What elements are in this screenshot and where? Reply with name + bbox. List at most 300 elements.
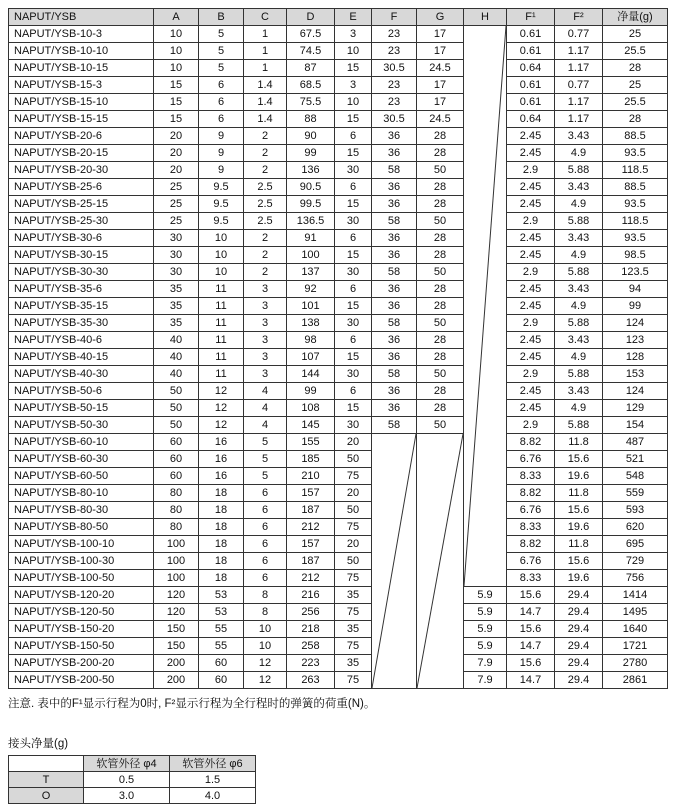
- value-cell: 0.61: [507, 43, 555, 60]
- model-name-cell: NAPUT/YSB-100-30: [9, 553, 154, 570]
- value-cell: 559: [603, 485, 668, 502]
- model-name-cell: NAPUT/YSB-35-30: [9, 315, 154, 332]
- model-name-cell: NAPUT/YSB-30-6: [9, 230, 154, 247]
- value-cell: 9: [199, 162, 244, 179]
- value-cell: 3: [335, 26, 372, 43]
- value-cell: 20: [335, 485, 372, 502]
- spec-table: [8, 8, 668, 689]
- value-cell: 28: [417, 400, 464, 417]
- value-cell: 50: [335, 502, 372, 519]
- value-cell: 9.5: [199, 179, 244, 196]
- value-cell: 99: [603, 298, 668, 315]
- joint-corner-cell: [9, 756, 84, 772]
- value-cell: 2: [244, 230, 287, 247]
- table-row: [9, 451, 668, 468]
- value-cell: 2.9: [507, 417, 555, 434]
- value-cell: 2.45: [507, 281, 555, 298]
- value-cell: 30.5: [372, 111, 417, 128]
- value-cell: 60: [154, 451, 199, 468]
- value-cell: 18: [199, 502, 244, 519]
- value-cell: 94: [603, 281, 668, 298]
- value-cell: 28: [417, 281, 464, 298]
- model-name-cell: NAPUT/YSB-20-30: [9, 162, 154, 179]
- value-cell: 3: [244, 281, 287, 298]
- value-cell: 2.45: [507, 383, 555, 400]
- value-cell: 1: [244, 60, 287, 77]
- value-cell: 11: [199, 315, 244, 332]
- value-cell: 10: [154, 26, 199, 43]
- value-cell: 80: [154, 485, 199, 502]
- value-cell: 20: [154, 145, 199, 162]
- value-cell: 75.5: [287, 94, 335, 111]
- joint-table-title: 接头净量(g): [8, 738, 69, 750]
- value-cell: 100: [287, 247, 335, 264]
- column-header-b: B: [199, 9, 244, 26]
- value-cell: 75: [335, 570, 372, 587]
- value-cell: 10: [335, 43, 372, 60]
- value-cell: 6: [335, 281, 372, 298]
- value-cell: 2.5: [244, 196, 287, 213]
- value-cell: 50: [154, 400, 199, 417]
- table-row: [9, 145, 668, 162]
- value-cell: 144: [287, 366, 335, 383]
- value-cell: 12: [244, 655, 287, 672]
- table-row: [9, 60, 668, 77]
- value-cell: 11.8: [555, 536, 603, 553]
- value-cell: 28: [417, 145, 464, 162]
- value-cell: 90: [287, 128, 335, 145]
- value-cell: 29.4: [555, 655, 603, 672]
- note-text: 注意. 表中的F¹显示行程为0时, F²显示行程为全行程时的弹簧的荷重(N)。: [8, 698, 376, 710]
- value-cell: 4.9: [555, 298, 603, 315]
- value-cell: 3.43: [555, 383, 603, 400]
- value-cell: 15: [154, 111, 199, 128]
- value-cell: 10: [335, 94, 372, 111]
- table-row: [9, 655, 668, 672]
- joint-value-cell: 0.5: [84, 772, 170, 788]
- value-cell: 25: [154, 213, 199, 230]
- value-cell: 154: [603, 417, 668, 434]
- diagonal-slash-icon: [372, 434, 416, 688]
- value-cell: 28: [603, 60, 668, 77]
- value-cell: 12: [199, 417, 244, 434]
- value-cell: 2.45: [507, 349, 555, 366]
- value-cell: 11: [199, 366, 244, 383]
- diagonal-slash-icon: [464, 26, 506, 586]
- value-cell: 263: [287, 672, 335, 689]
- value-cell: 15.6: [555, 553, 603, 570]
- model-name-cell: NAPUT/YSB-80-10: [9, 485, 154, 502]
- value-cell: 36: [372, 196, 417, 213]
- value-cell: 14.7: [507, 638, 555, 655]
- model-name-cell: NAPUT/YSB-35-6: [9, 281, 154, 298]
- value-cell: 28: [417, 196, 464, 213]
- value-cell: 98: [287, 332, 335, 349]
- value-cell: 8.82: [507, 536, 555, 553]
- column-header-e: E: [335, 9, 372, 26]
- value-cell: 53: [199, 604, 244, 621]
- value-cell: 118.5: [603, 213, 668, 230]
- value-cell: 0.64: [507, 111, 555, 128]
- value-cell: 128: [603, 349, 668, 366]
- table-row: [9, 111, 668, 128]
- value-cell: 10: [154, 43, 199, 60]
- value-cell: 40: [154, 349, 199, 366]
- value-cell: 6.76: [507, 553, 555, 570]
- value-cell: 55: [199, 638, 244, 655]
- value-cell: 5: [244, 468, 287, 485]
- value-cell: 107: [287, 349, 335, 366]
- value-cell: 2.45: [507, 230, 555, 247]
- value-cell: 80: [154, 502, 199, 519]
- value-cell: 35: [154, 281, 199, 298]
- value-cell: 15: [154, 94, 199, 111]
- model-name-cell: NAPUT/YSB-100-50: [9, 570, 154, 587]
- value-cell: 3.43: [555, 281, 603, 298]
- value-cell: 55: [199, 621, 244, 638]
- value-cell: 1.17: [555, 111, 603, 128]
- value-cell: 36: [372, 400, 417, 417]
- value-cell: 15: [335, 349, 372, 366]
- value-cell: 93.5: [603, 196, 668, 213]
- value-cell: 548: [603, 468, 668, 485]
- table-row: [9, 468, 668, 485]
- value-cell: 256: [287, 604, 335, 621]
- empty-region-cell: [417, 434, 464, 689]
- value-cell: 153: [603, 366, 668, 383]
- value-cell: 30: [335, 417, 372, 434]
- value-cell: 20: [154, 128, 199, 145]
- value-cell: 0.64: [507, 60, 555, 77]
- value-cell: 99: [287, 145, 335, 162]
- value-cell: 15.6: [555, 451, 603, 468]
- model-name-cell: NAPUT/YSB-40-30: [9, 366, 154, 383]
- value-cell: 212: [287, 519, 335, 536]
- table-row: [9, 553, 668, 570]
- value-cell: 2.45: [507, 179, 555, 196]
- value-cell: 15: [335, 400, 372, 417]
- value-cell: 129: [603, 400, 668, 417]
- column-header-weight: 净量(g): [603, 9, 668, 26]
- value-cell: 6: [199, 111, 244, 128]
- joint-row-label: T: [9, 772, 84, 788]
- model-name-cell: NAPUT/YSB-120-20: [9, 587, 154, 604]
- table-row: [9, 298, 668, 315]
- value-cell: 3.43: [555, 128, 603, 145]
- value-cell: 1: [244, 26, 287, 43]
- value-cell: 620: [603, 519, 668, 536]
- value-cell: 36: [372, 145, 417, 162]
- value-cell: 3.43: [555, 332, 603, 349]
- table-row: [9, 638, 668, 655]
- column-header-h: H: [464, 9, 507, 26]
- table-row: [9, 536, 668, 553]
- value-cell: 10: [199, 230, 244, 247]
- value-cell: 3: [244, 315, 287, 332]
- value-cell: 6.76: [507, 451, 555, 468]
- value-cell: 88: [287, 111, 335, 128]
- value-cell: 200: [154, 655, 199, 672]
- model-name-cell: NAPUT/YSB-100-10: [9, 536, 154, 553]
- value-cell: 50: [417, 417, 464, 434]
- value-cell: 210: [287, 468, 335, 485]
- value-cell: 5.88: [555, 315, 603, 332]
- model-name-cell: NAPUT/YSB-30-15: [9, 247, 154, 264]
- value-cell: 120: [154, 604, 199, 621]
- value-cell: 1.17: [555, 94, 603, 111]
- model-name-cell: NAPUT/YSB-25-15: [9, 196, 154, 213]
- value-cell: 1: [244, 43, 287, 60]
- value-cell: 3.43: [555, 179, 603, 196]
- table-row: [9, 94, 668, 111]
- value-cell: 14.7: [507, 672, 555, 689]
- column-header-f1: F¹: [507, 9, 555, 26]
- value-cell: 2.9: [507, 366, 555, 383]
- value-cell: 2.45: [507, 298, 555, 315]
- table-row: [9, 485, 668, 502]
- value-cell: 2780: [603, 655, 668, 672]
- value-cell: 756: [603, 570, 668, 587]
- value-cell: 2.9: [507, 315, 555, 332]
- value-cell: 4.9: [555, 145, 603, 162]
- value-cell: 36: [372, 298, 417, 315]
- column-header-f: F: [372, 9, 417, 26]
- value-cell: 5: [244, 451, 287, 468]
- value-cell: 10: [199, 247, 244, 264]
- value-cell: 5.9: [464, 638, 507, 655]
- value-cell: 5.88: [555, 264, 603, 281]
- model-name-cell: NAPUT/YSB-30-30: [9, 264, 154, 281]
- value-cell: 7.9: [464, 672, 507, 689]
- value-cell: 118.5: [603, 162, 668, 179]
- value-cell: 28: [417, 383, 464, 400]
- value-cell: 60: [199, 672, 244, 689]
- value-cell: 36: [372, 281, 417, 298]
- value-cell: 50: [417, 264, 464, 281]
- value-cell: 223: [287, 655, 335, 672]
- value-cell: 11: [199, 281, 244, 298]
- value-cell: 6: [335, 230, 372, 247]
- spec-table-header: [9, 9, 668, 26]
- value-cell: 75: [335, 638, 372, 655]
- value-cell: 2.45: [507, 145, 555, 162]
- value-cell: 74.5: [287, 43, 335, 60]
- joint-value-cell: 3.0: [84, 788, 170, 804]
- value-cell: 19.6: [555, 570, 603, 587]
- value-cell: 6: [199, 94, 244, 111]
- value-cell: 18: [199, 485, 244, 502]
- value-cell: 2.9: [507, 213, 555, 230]
- joint-table: [8, 755, 256, 804]
- value-cell: 29.4: [555, 621, 603, 638]
- value-cell: 36: [372, 349, 417, 366]
- value-cell: 0.61: [507, 26, 555, 43]
- value-cell: 8.33: [507, 519, 555, 536]
- value-cell: 12: [244, 672, 287, 689]
- value-cell: 4.9: [555, 247, 603, 264]
- value-cell: 1414: [603, 587, 668, 604]
- value-cell: 40: [154, 332, 199, 349]
- value-cell: 15.6: [555, 502, 603, 519]
- joint-row-t: [9, 772, 256, 788]
- value-cell: 20: [154, 162, 199, 179]
- model-name-cell: NAPUT/YSB-50-15: [9, 400, 154, 417]
- table-row: [9, 315, 668, 332]
- value-cell: 123.5: [603, 264, 668, 281]
- value-cell: 58: [372, 417, 417, 434]
- model-name-cell: NAPUT/YSB-150-20: [9, 621, 154, 638]
- value-cell: 35: [154, 315, 199, 332]
- value-cell: 136.5: [287, 213, 335, 230]
- value-cell: 2861: [603, 672, 668, 689]
- model-name-cell: NAPUT/YSB-80-50: [9, 519, 154, 536]
- empty-region-cell: [372, 434, 417, 689]
- value-cell: 3: [244, 332, 287, 349]
- table-row: [9, 26, 668, 43]
- value-cell: 5.88: [555, 162, 603, 179]
- value-cell: 28: [417, 179, 464, 196]
- value-cell: 36: [372, 179, 417, 196]
- value-cell: 30: [335, 315, 372, 332]
- value-cell: 68.5: [287, 77, 335, 94]
- value-cell: 28: [417, 349, 464, 366]
- value-cell: 15: [335, 298, 372, 315]
- value-cell: 157: [287, 536, 335, 553]
- value-cell: 5.88: [555, 213, 603, 230]
- value-cell: 4.9: [555, 196, 603, 213]
- table-row: [9, 43, 668, 60]
- value-cell: 91: [287, 230, 335, 247]
- value-cell: 5: [199, 60, 244, 77]
- value-cell: 2.45: [507, 332, 555, 349]
- value-cell: 157: [287, 485, 335, 502]
- value-cell: 17: [417, 43, 464, 60]
- value-cell: 11.8: [555, 485, 603, 502]
- table-row: [9, 604, 668, 621]
- value-cell: 1.4: [244, 77, 287, 94]
- value-cell: 92: [287, 281, 335, 298]
- table-row: [9, 213, 668, 230]
- model-name-cell: NAPUT/YSB-20-6: [9, 128, 154, 145]
- value-cell: 28: [417, 247, 464, 264]
- value-cell: 2.45: [507, 400, 555, 417]
- value-cell: 6: [244, 536, 287, 553]
- value-cell: 24.5: [417, 60, 464, 77]
- value-cell: 58: [372, 264, 417, 281]
- value-cell: 30: [154, 247, 199, 264]
- value-cell: 36: [372, 332, 417, 349]
- model-name-cell: NAPUT/YSB-15-15: [9, 111, 154, 128]
- value-cell: 120: [154, 587, 199, 604]
- value-cell: 14.7: [507, 604, 555, 621]
- value-cell: 1.17: [555, 60, 603, 77]
- value-cell: 15: [335, 196, 372, 213]
- value-cell: 15.6: [507, 655, 555, 672]
- value-cell: 36: [372, 247, 417, 264]
- joint-header-d4: 软管外径 φ4: [84, 756, 170, 772]
- model-name-cell: NAPUT/YSB-60-10: [9, 434, 154, 451]
- value-cell: 35: [335, 655, 372, 672]
- value-cell: 2.5: [244, 179, 287, 196]
- value-cell: 0.61: [507, 94, 555, 111]
- value-cell: 93.5: [603, 145, 668, 162]
- model-name-cell: NAPUT/YSB-60-30: [9, 451, 154, 468]
- value-cell: 25.5: [603, 94, 668, 111]
- model-name-cell: NAPUT/YSB-80-30: [9, 502, 154, 519]
- value-cell: 20: [335, 434, 372, 451]
- value-cell: 87: [287, 60, 335, 77]
- model-name-cell: NAPUT/YSB-10-10: [9, 43, 154, 60]
- value-cell: 30.5: [372, 60, 417, 77]
- table-row: [9, 434, 668, 451]
- model-name-cell: NAPUT/YSB-25-6: [9, 179, 154, 196]
- model-name-cell: NAPUT/YSB-15-10: [9, 94, 154, 111]
- value-cell: 123: [603, 332, 668, 349]
- model-name-cell: NAPUT/YSB-10-3: [9, 26, 154, 43]
- value-cell: 5.88: [555, 417, 603, 434]
- value-cell: 136: [287, 162, 335, 179]
- value-cell: 25: [154, 196, 199, 213]
- value-cell: 3: [335, 77, 372, 94]
- table-row: [9, 400, 668, 417]
- model-name-cell: NAPUT/YSB-50-6: [9, 383, 154, 400]
- table-row: [9, 196, 668, 213]
- value-cell: 124: [603, 315, 668, 332]
- value-cell: 75: [335, 468, 372, 485]
- value-cell: 4.9: [555, 349, 603, 366]
- value-cell: 23: [372, 77, 417, 94]
- value-cell: 90.5: [287, 179, 335, 196]
- value-cell: 28: [417, 332, 464, 349]
- value-cell: 5: [199, 43, 244, 60]
- value-cell: 15: [335, 60, 372, 77]
- value-cell: 18: [199, 536, 244, 553]
- value-cell: 5.9: [464, 621, 507, 638]
- table-row: [9, 230, 668, 247]
- table-row: [9, 621, 668, 638]
- table-row: [9, 281, 668, 298]
- empty-region-cell: [464, 26, 507, 587]
- model-name-cell: NAPUT/YSB-200-50: [9, 672, 154, 689]
- value-cell: 2.5: [244, 213, 287, 230]
- value-cell: 24.5: [417, 111, 464, 128]
- value-cell: 2: [244, 162, 287, 179]
- value-cell: 1.4: [244, 94, 287, 111]
- value-cell: 5.88: [555, 366, 603, 383]
- value-cell: 11: [199, 332, 244, 349]
- value-cell: 9: [199, 128, 244, 145]
- value-cell: 8.33: [507, 468, 555, 485]
- table-row: [9, 672, 668, 689]
- spec-table-body: [9, 26, 668, 689]
- value-cell: 0.61: [507, 77, 555, 94]
- table-row: [9, 570, 668, 587]
- value-cell: 6: [244, 502, 287, 519]
- model-name-cell: NAPUT/YSB-35-15: [9, 298, 154, 315]
- value-cell: 2.45: [507, 128, 555, 145]
- value-cell: 15: [154, 77, 199, 94]
- value-cell: 185: [287, 451, 335, 468]
- value-cell: 5.9: [464, 604, 507, 621]
- value-cell: 23: [372, 94, 417, 111]
- value-cell: 8.33: [507, 570, 555, 587]
- value-cell: 29.4: [555, 604, 603, 621]
- column-header-f2: F²: [555, 9, 603, 26]
- value-cell: 212: [287, 570, 335, 587]
- value-cell: 30: [335, 162, 372, 179]
- value-cell: 155: [287, 434, 335, 451]
- value-cell: 150: [154, 621, 199, 638]
